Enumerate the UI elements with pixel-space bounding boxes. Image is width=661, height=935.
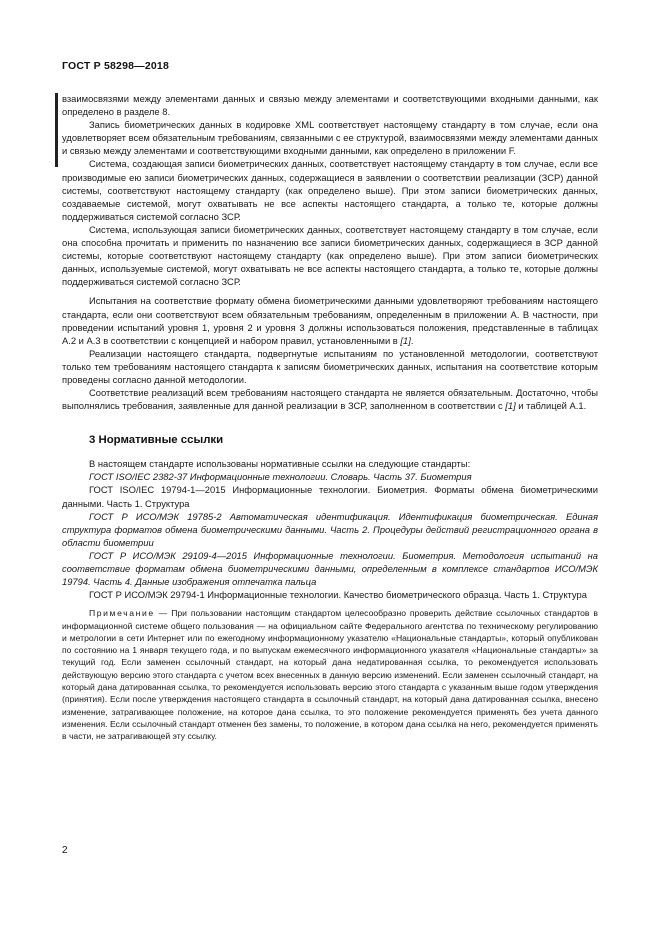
normative-ref-item: ГОСТ ISO/IEC 2382-37 Информационные технологии. Словарь. Часть 37. Биометрия	[89, 471, 472, 483]
paragraph-using-system: Система, использующая записи биометрических данных, соответствует настоящему стандарту в том случае, если она способна прочитать и применить по назначению все записи биометрических данных, содержащиеся в ЗСР данной системы, которые соответствуют настоящему стандарту (как определено выше). При этом записи биометрических данных, используемые системой, могут охватывать не все аспекты настоящего стандарта, а только те, которые должны поддерживаться системой согласно ЗСР.	[62, 223, 598, 288]
change-marker-bar	[55, 93, 58, 167]
paragraph-xml-record: Запись биометрических данных в кодировке XML соответствует настоящему стандарту в том случае, если она удовлетворяет всем обязательным требованиям, связанными с ее структурой, взаимосвязями между элементами данных и связью между элементами и соответствующими входными данными, как определено в приложении F.	[62, 119, 598, 157]
paragraph-creating-system: Система, создающая записи биометрических данных, соответствует настоящему стандарту в том случае, если все производимые ею записи биометрических данных, содержащиеся в заявлении о соответствии реализации (ЗСР) данной системы, соответствуют настоящему стандарту (как определено выше). При этом записи биометрических данных, создаваемые системой, могут охватывать не все аспекты настоящего стандарта, а только те, которые должны поддерживаться системой согласно ЗСР.	[62, 158, 598, 222]
zsr-text: Соответствие реализаций всем требованиям настоящего стандарта не является обязательным. Достаточно, чтобы выполнялись требования, заявленные для данной реализации в ЗСР, заполненном в соответствии с	[62, 387, 598, 412]
paragraph-conformance-tests	[62, 294, 598, 346]
note-label: Примечание	[89, 608, 155, 619]
section-heading: 3 Нормативные ссылки	[89, 434, 224, 447]
bibliography-ref: [1]	[400, 334, 411, 346]
note-paragraph	[62, 607, 598, 742]
tests-text-end: .	[410, 334, 414, 346]
normative-ref-item: ГОСТ Р ИСО/МЭК 29109-4—2015 Информационные технологии. Биометрия. Методология испытаний на соответствие форматам обмена биометрическими данными, определенным в комплексе стандартов ИСО/МЭК 19794. Часть 4. Данные изображения отпечатка пальца	[62, 549, 598, 588]
document-body	[62, 92, 598, 743]
paragraph-zsr-compliance	[62, 386, 598, 412]
normative-ref-item: ГОСТ Р ИСО/МЭК 29794-1 Информационные технологии. Качество биометрического образца. Часть 1. Структура	[89, 589, 587, 601]
note-text: — При пользовании настоящим стандартом целесообразно проверить действие ссылочных стандартов в информационной системе общего пользования — на официальном сайте Федерального агентства по техническому регулированию и метрологии в сети Интернет или по ежегодному информационному указателю «Национальные стандарты», который опубликован по состоянию на 1 января текущего года, и по выпускам ежемесячного информационного указателя «Национальные стандарты» за текущий год. Если заменен ссылочный стандарт, на который дана недатированная ссылка, то рекомендуется использовать действующую версию этого стандарта с учетом всех внесенных в данную версию изменений. Если заменен ссылочный стандарт, на который дана датированная ссылка, то рекомендуется использовать версию этого стандарта с указанным выше годом утверждения (принятия). Если после утверждения настоящего стандарта в ссылочный стандарт, на который дана датированная ссылка, внесено изменение, затрагивающее положение, на которое дана ссылка, то это положение рекомендуется применять без учета данного изменения. Если ссылочный стандарт отменен без замены, то положение, в котором дана ссылка на него, рекомендуется применять в части, не затрагивающей эту ссылку.	[62, 608, 598, 742]
tests-text: Испытания на соответствие формату обмена биометрическими данными удовлетворяют требованиям настоящего стандарта, если они соответствуют всем обязательным требованиям, определенным в приложении А. В частности, при проведении испытаний уровня 1, уровня 2 и уровня 3 должны использоваться положения, представленные в таблицах А.2 и А.3 в соответствии с концепцией и набором правил, установленными в	[62, 295, 598, 346]
normative-refs-intro: В настоящем стандарте использованы нормативные ссылки на следующие стандарты:	[89, 458, 471, 470]
bibliography-ref: [1]	[505, 400, 516, 412]
paragraph-implementations: Реализации настоящего стандарта, подвергнутые испытаниям по установленной методологии, соответствуют только тем требованиям настоящего стандарта к записям биометрических данных, испытания на соответствие которым проведены согласно данной методологии.	[62, 347, 598, 385]
zsr-text-end: и таблицей А.1.	[515, 400, 587, 412]
normative-ref-item: ГОСТ ISO/IEC 19794-1—2015 Информационные технологии. Биометрия. Форматы обмена биометрическими данными. Часть 1. Структура	[62, 484, 598, 509]
normative-ref-item: ГОСТ Р ИСО/МЭК 19785-2 Автоматическая идентификация. Идентификация биометрическая. Единая структура форматов обмена биометрическими данными. Часть 2. Процедуры действий регистрационного органа в области биометрии	[62, 510, 598, 548]
document-header: ГОСТ Р 58298—2018	[62, 60, 170, 72]
page-number: 2	[62, 845, 68, 856]
paragraph-continuation: взаимосвязями между элементами данных и связью между элементами и соответствующими входными данными, как определено в разделе 8.	[62, 93, 598, 118]
